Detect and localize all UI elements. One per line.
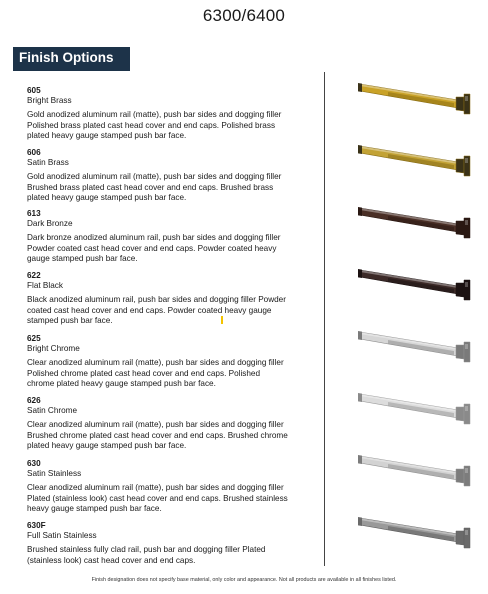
section-title: Finish Options [19, 50, 114, 65]
finish-description: Black anodized aluminum rail, push bar sides and dogging filler Powder coated cast head cover and end caps. Powder coated heavy gauge stamped push bar face. [27, 295, 286, 325]
finish-code: 622 [27, 271, 41, 280]
finish-description: Brushed stainless fully clad rail, push bar and dogging filler Plated (stainless look) cast head cover and end caps. [27, 545, 266, 565]
finish-item [27, 334, 289, 389]
exit-device-image [358, 80, 474, 116]
finish-description: Gold anodized aluminum rail (matte), push bar sides and dogging filler Brushed brass plated cast head cover and end caps. Brushed brass plated heavy gauge stamped push bar face. [27, 172, 282, 202]
exit-device-image [358, 266, 474, 302]
finish-description: Clear anodized aluminum rail (matte), push bar sides and dogging filler Brushed chrome plated cast head cover and end caps. Brushed chrome plated heavy gauge stamped push bar face. [27, 420, 288, 450]
footnote: Finish designation does not specify base material, only color and appearance. Not all products are available in all finishes listed. [91, 577, 397, 583]
finish-name: Bright Chrome [27, 344, 80, 354]
exit-device-image [358, 452, 474, 488]
finish-item [27, 148, 289, 203]
finish-name: Full Satin Stainless [27, 531, 97, 541]
finish-code: 630F [27, 521, 46, 530]
finish-name: Flat Black [27, 281, 63, 291]
finish-code: 625 [27, 334, 41, 343]
finish-description: Clear anodized aluminum rail (matte), push bar sides and dogging filler Plated (stainless look) cast head cover and end caps. Brushed stainless heavy gauge stamped push bar face. [27, 483, 288, 513]
exit-device-image [358, 142, 474, 178]
exit-device-image [358, 390, 474, 426]
finish-code: 630 [27, 459, 41, 468]
finish-name: Dark Bronze [27, 219, 73, 229]
finish-name: Satin Stainless [27, 469, 82, 479]
finish-name: Satin Chrome [27, 406, 78, 416]
exit-device-image [358, 328, 474, 364]
finish-name: Satin Brass [27, 158, 69, 168]
finish-item [27, 209, 289, 264]
finish-name: Bright Brass [27, 96, 72, 106]
finish-description: Clear anodized aluminum rail (matte), push bar sides and dogging filler Polished chrome plated cast head cover and end caps. Polished chrome plated heavy gauge stamped push bar face. [27, 358, 284, 388]
finish-item [27, 459, 289, 514]
finish-item [27, 521, 289, 566]
finish-description: Dark bronze anodized aluminum rail, push bar sides and dogging filler Powder coated cast head cover and end caps. Powder coated heavy gauge stamped push bar face. [27, 233, 281, 263]
finish-code: 606 [27, 148, 41, 157]
page-title: 6300/6400 [202, 6, 286, 25]
finish-code: 626 [27, 396, 41, 405]
exit-device-image [358, 514, 474, 550]
finish-item [27, 271, 289, 326]
exit-device-image [358, 204, 474, 240]
highlight-marker [221, 316, 223, 324]
column-divider [324, 72, 325, 566]
finish-item [27, 86, 289, 141]
finish-code: 613 [27, 209, 41, 218]
finish-description: Gold anodized aluminum rail (matte), push bar sides and dogging filler Polished brass plated cast head cover and end caps. Polished brass plated heavy gauge stamped push bar face. [27, 110, 282, 140]
finish-code: 605 [27, 86, 41, 95]
finish-item [27, 396, 289, 451]
